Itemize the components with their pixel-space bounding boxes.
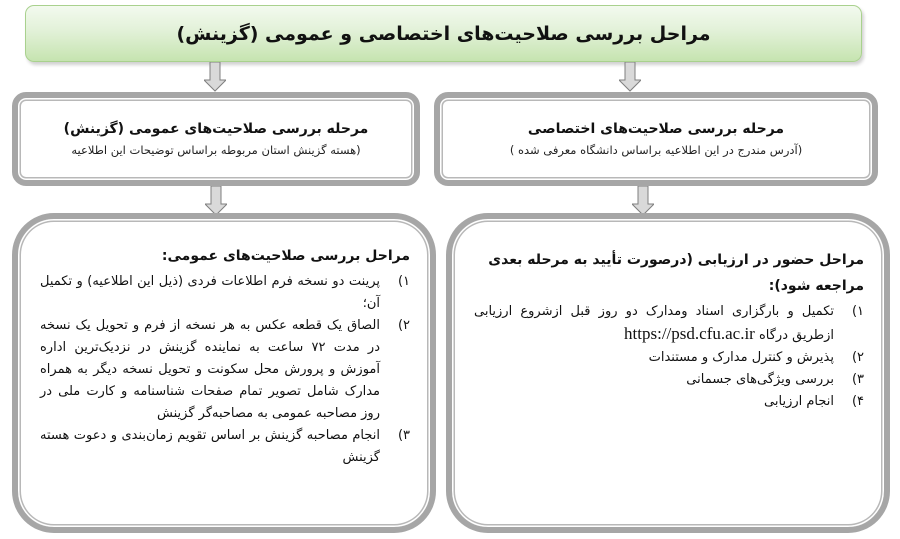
general-details-title: مراحل بررسی صلاحیت‌های عمومی: (161, 248, 410, 264)
specialized-details-title: مراحل حضور در ارزیابی (درصورت تأیید به مرحله بعدی مراجعه شود): (488, 252, 864, 294)
step-number: ۳) (851, 372, 864, 387)
step-number: ۲) (851, 350, 864, 365)
list-item (40, 315, 410, 425)
down-arrow-icon (204, 62, 226, 92)
step-number: ۳) (397, 428, 410, 443)
main-title: مراحل بررسی صلاحیت‌های اختصاصی و عمومی (گزینش) (176, 22, 711, 45)
step-text: تکمیل و بارگزاری اسناد ومدارک دو روز قبل ازشروع ارزیابی ازطریق درگاه (474, 304, 834, 343)
list-item (40, 425, 410, 469)
general-stage-subtitle: (هسته گزینش استان مربوطه براساس توضیحات این اطلاعیه (71, 143, 361, 157)
step-text: انجام ارزیابی (764, 394, 834, 409)
general-stage-box (12, 92, 420, 186)
step-number: ۲) (397, 318, 410, 333)
step-number: ۱) (397, 274, 410, 289)
down-arrow-icon (632, 186, 654, 216)
specialized-stage-title: مرحله بررسی صلاحیت‌های اختصاصی (527, 121, 785, 137)
list-item (474, 301, 864, 347)
down-arrow-icon (619, 62, 641, 92)
step-text: پرینت دو نسخه فرم اطلاعات فردی (ذیل این اطلاعیه) و تکمیل آن؛ (40, 274, 380, 311)
list-item (474, 391, 864, 413)
specialized-steps-list (474, 301, 864, 413)
list-item (40, 271, 410, 315)
list-item (474, 347, 864, 369)
specialized-stage-box (434, 92, 878, 186)
down-arrow-icon (205, 186, 227, 216)
step-number: ۱) (851, 304, 864, 319)
step-text: بررسی ویژگی‌های جسمانی (686, 372, 834, 387)
step-text: پذیرش و کنترل مدارک و مستندات (648, 350, 834, 365)
specialized-details-box (446, 213, 890, 533)
step-text: الصاق یک قطعه عکس به هر نسخه از فرم و تحویل یک نسخه در مدت ۷۲ ساعت به نماینده گزینش در نزدیک‌ترین اداره آموزش و پرورش محل سکونت و تحویل نسخه دیگر به همراه مدارک شامل تصویر تمام صفحات شناسنامه و کارت ملی در روز مصاحبه عمومی به مصاحبه‌گر گزینش (40, 318, 381, 421)
main-title-banner (25, 5, 862, 62)
list-item (474, 369, 864, 391)
general-steps-list (40, 271, 410, 469)
general-stage-title: مرحله بررسی صلاحیت‌های عمومی (گزینش) (63, 121, 369, 137)
portal-link[interactable]: https://psd.cfu.ac.ir (624, 324, 755, 343)
general-details-box (12, 213, 436, 533)
specialized-stage-subtitle: (آدرس مندرج در این اطلاعیه براساس دانشگاه معرفی شده ) (509, 143, 803, 157)
step-text: انجام مصاحبه گزینش بر اساس تقویم زمان‌بندی و دعوت هسته گزینش (40, 428, 380, 465)
step-number: ۴) (851, 394, 864, 409)
